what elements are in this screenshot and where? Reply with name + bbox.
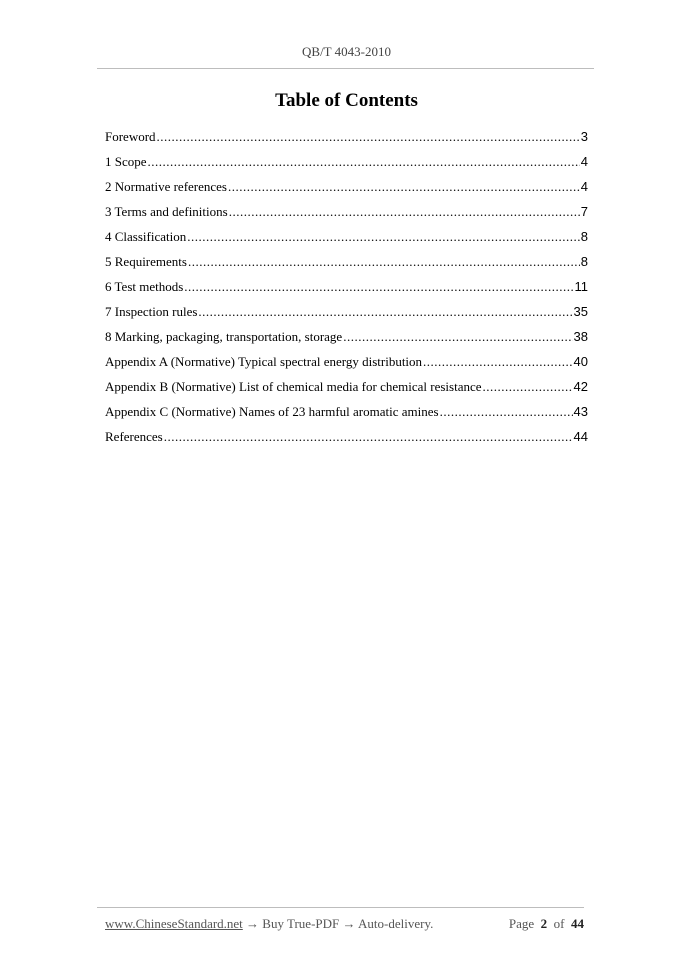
toc-dot-leader	[198, 301, 572, 322]
toc-dot-leader	[148, 151, 580, 172]
toc-entry-label: Foreword	[105, 129, 156, 144]
arrow-icon: →	[342, 916, 356, 931]
toc-dot-leader	[188, 251, 580, 272]
toc-page-number: 3	[580, 129, 588, 144]
toc-entry-test-methods[interactable]	[105, 276, 588, 301]
toc-dot-leader	[423, 351, 572, 372]
toc-entry-label: 5 Requirements	[105, 254, 187, 269]
toc-entry-foreword[interactable]	[105, 126, 588, 151]
site-link[interactable]: www.ChineseStandard.net	[105, 916, 243, 931]
toc-entry-label: Appendix A (Normative) Typical spectral energy distribution	[105, 354, 423, 369]
toc-entry-appendix-c[interactable]	[105, 401, 588, 426]
toc-page-number: 43	[573, 404, 588, 419]
footer-divider	[97, 907, 584, 908]
toc-entry-label: 6 Test methods	[105, 279, 184, 294]
toc-entry-requirements[interactable]	[105, 251, 588, 276]
toc-entry-references[interactable]	[105, 426, 588, 451]
toc-page-number: 4	[580, 154, 588, 169]
toc-dot-leader	[228, 176, 580, 197]
toc-entry-label: 7 Inspection rules	[105, 304, 198, 319]
toc-page-number: 38	[573, 329, 588, 344]
toc-entry-label: 1 Scope	[105, 154, 147, 169]
arrow-icon: →	[246, 916, 260, 931]
page-title: Table of Contents	[275, 90, 418, 111]
toc-page-number: 4	[580, 179, 588, 194]
toc-dot-leader	[483, 376, 573, 397]
toc-page-number: 42	[573, 379, 588, 394]
current-page-number: 2	[540, 916, 548, 931]
toc-page-number: 11	[574, 279, 588, 294]
toc-entry-label: 8 Marking, packaging, transportation, storage	[105, 329, 343, 344]
toc-page-number: 7	[580, 204, 588, 219]
table-of-contents	[105, 126, 588, 451]
toc-page-number: 40	[573, 354, 588, 369]
toc-entry-inspection-rules[interactable]	[105, 301, 588, 326]
toc-dot-leader	[187, 226, 580, 247]
document-code-header: QB/T 4043-2010	[302, 44, 391, 59]
toc-entry-label: Appendix C (Normative) Names of 23 harmful aromatic amines	[105, 404, 439, 419]
toc-dot-leader	[229, 201, 580, 222]
toc-entry-normative-references[interactable]	[105, 176, 588, 201]
page-indicator	[509, 916, 584, 932]
toc-entry-label: 4 Classification	[105, 229, 187, 244]
toc-entry-label: 3 Terms and definitions	[105, 204, 228, 219]
toc-entry-label: Appendix B (Normative) List of chemical media for chemical resistance	[105, 379, 482, 394]
footer-promo	[105, 916, 433, 932]
toc-dot-leader	[343, 326, 572, 347]
toc-entry-classification[interactable]	[105, 226, 588, 251]
toc-entry-scope[interactable]	[105, 151, 588, 176]
total-page-count: 44	[571, 916, 584, 931]
toc-entry-appendix-b[interactable]	[105, 376, 588, 401]
buy-true-pdf-link[interactable]: Buy True-PDF	[262, 916, 340, 931]
toc-entry-appendix-a[interactable]	[105, 351, 588, 376]
toc-entry-label: References	[105, 429, 163, 444]
toc-page-number: 8	[580, 229, 588, 244]
toc-page-number: 35	[573, 304, 588, 319]
toc-entry-marking-packaging[interactable]	[105, 326, 588, 351]
toc-entry-label: 2 Normative references	[105, 179, 227, 194]
toc-page-number: 44	[573, 429, 588, 444]
auto-delivery-text: Auto-delivery.	[358, 916, 434, 931]
toc-page-number: 8	[580, 254, 588, 269]
toc-dot-leader	[164, 426, 573, 447]
toc-entry-terms-and-definitions[interactable]	[105, 201, 588, 226]
toc-dot-leader	[184, 276, 573, 297]
page-word: Page	[508, 916, 535, 931]
toc-dot-leader	[440, 401, 573, 422]
of-word: of	[553, 916, 565, 931]
header-divider	[97, 68, 594, 69]
toc-dot-leader	[157, 126, 580, 147]
